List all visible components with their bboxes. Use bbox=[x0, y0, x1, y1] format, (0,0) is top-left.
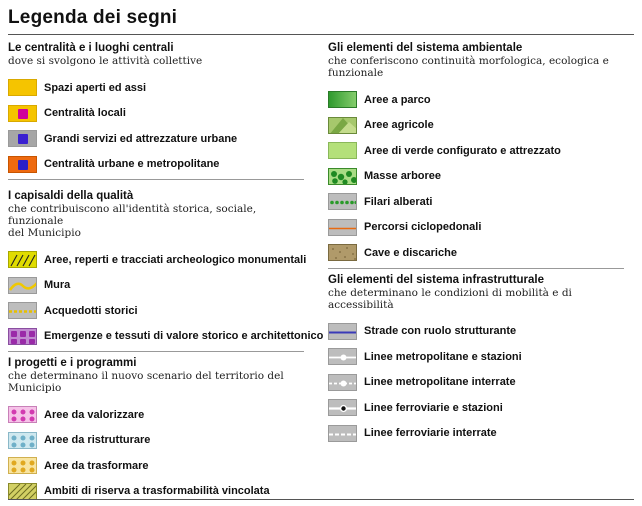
section-divider bbox=[328, 268, 624, 269]
aqueduct-swatch-icon bbox=[8, 302, 37, 319]
legend-item bbox=[8, 126, 304, 152]
grey-center-swatch-icon bbox=[8, 130, 37, 147]
legend-item-label: Ambiti di riserva a trasformabilità vincolata bbox=[44, 485, 270, 498]
section-divider bbox=[8, 351, 304, 352]
section-title: Le centralità e i luoghi centrali bbox=[8, 42, 174, 54]
legend-item bbox=[8, 453, 304, 479]
blue-areas-swatch-icon bbox=[8, 432, 37, 449]
tree-row-swatch-icon bbox=[328, 193, 357, 210]
legend-item bbox=[328, 421, 624, 447]
legend-item bbox=[8, 479, 304, 505]
legend-section-infrastructure bbox=[328, 274, 624, 447]
metro-underground-swatch-icon bbox=[328, 374, 357, 391]
legend-item-label: Aree da ristrutturare bbox=[44, 434, 151, 447]
agricultural-swatch-icon bbox=[328, 117, 357, 134]
railway-underground-swatch-icon bbox=[328, 425, 357, 442]
legend-item-label: Linee ferroviarie interrate bbox=[364, 427, 497, 440]
legend-item bbox=[8, 402, 304, 428]
legend-item bbox=[328, 189, 624, 215]
legend-item-label: Emergenze e tessuti di valore storico e architettonico bbox=[44, 330, 324, 343]
legend-section-centralities bbox=[8, 42, 304, 180]
legend-item-label: Percorsi ciclopedonali bbox=[364, 221, 482, 234]
legend-item bbox=[328, 344, 624, 370]
park-swatch-icon bbox=[328, 91, 357, 108]
legend-item bbox=[8, 273, 304, 299]
legend-item-label: Mura bbox=[44, 279, 71, 292]
section-title: I progetti e i programmi bbox=[8, 357, 137, 369]
section-subtitle: che contribuiscono all'identità storica, sociale, funzionale bbox=[8, 203, 257, 227]
bottom-divider bbox=[8, 499, 634, 500]
tree-mass-swatch-icon bbox=[328, 168, 357, 185]
page-title: Legenda dei segni bbox=[8, 7, 178, 28]
legend-item-label: Acquedotti storici bbox=[44, 304, 138, 317]
yellow-center-swatch-icon bbox=[8, 105, 37, 122]
pink-areas-swatch-icon bbox=[8, 406, 37, 423]
section-title: Gli elementi del sistema ambientale bbox=[328, 42, 523, 54]
legend-item bbox=[8, 247, 307, 273]
walls-swatch-icon bbox=[8, 277, 37, 294]
railway-swatch-icon bbox=[328, 399, 357, 416]
legend-item bbox=[8, 152, 304, 178]
legend-column-right bbox=[328, 42, 624, 446]
section-subtitle: che determinano le condizioni di mobilità e di accessibilità bbox=[328, 286, 572, 311]
archaeology-swatch-icon bbox=[8, 251, 37, 268]
road-swatch-icon bbox=[328, 323, 357, 340]
legend-item bbox=[328, 164, 624, 190]
legend-item bbox=[8, 428, 304, 454]
legend-item bbox=[328, 138, 624, 164]
yellow-areas-swatch-icon bbox=[8, 457, 37, 474]
orange-center-swatch-icon bbox=[8, 156, 37, 173]
bike-path-swatch-icon bbox=[328, 219, 357, 236]
legend-item-label: Linee ferroviarie e stazioni bbox=[364, 401, 503, 414]
metro-swatch-icon bbox=[328, 348, 357, 365]
legend-item-label: Aree da valorizzare bbox=[44, 408, 145, 421]
legend-item-label: Masse arboree bbox=[364, 170, 442, 183]
legend-section-environment bbox=[328, 42, 624, 269]
legend-item-label: Filari alberati bbox=[364, 195, 433, 208]
legend-item bbox=[8, 298, 304, 324]
legend-item-label: Aree agricole bbox=[364, 119, 434, 132]
legend-section-quality bbox=[8, 190, 324, 352]
legend-item bbox=[328, 395, 624, 421]
legend-item-label: Centralità locali bbox=[44, 107, 126, 120]
quarry-swatch-icon bbox=[328, 244, 357, 261]
legend-item bbox=[328, 240, 624, 266]
legend-item-label: Aree a parco bbox=[364, 93, 431, 106]
legend-item bbox=[328, 215, 624, 241]
section-divider bbox=[8, 179, 304, 180]
legend-item-label: Linee metropolitane e stazioni bbox=[364, 350, 522, 363]
section-subtitle: che conferiscono continuità morfologica, ecologica e funzionale bbox=[328, 55, 609, 79]
legend-item-label: Strade con ruolo strutturante bbox=[364, 325, 517, 338]
legend-item-label: Grandi servizi ed attrezzature urbane bbox=[44, 132, 238, 145]
legend-item bbox=[8, 75, 304, 101]
section-title: Gli elementi del sistema infrastrutturale bbox=[328, 273, 545, 286]
section-subtitle: del Municipio bbox=[8, 227, 81, 239]
green-space-swatch-icon bbox=[328, 142, 357, 159]
legend-column-left bbox=[8, 42, 324, 504]
historic-fabric-swatch-icon bbox=[8, 328, 37, 345]
legend-item bbox=[8, 101, 304, 127]
legend-item-label: Spazi aperti ed assi bbox=[44, 81, 147, 94]
section-subtitle: che determinano il nuovo scenario del territorio del Municipio bbox=[8, 370, 284, 394]
legend-item bbox=[328, 370, 624, 396]
legend-section-projects bbox=[8, 357, 304, 504]
title-divider bbox=[8, 34, 634, 35]
legend-item-label: Aree, reperti e tracciati archeologico monumentali bbox=[44, 253, 307, 266]
legend-item bbox=[328, 113, 624, 139]
legend-item bbox=[328, 319, 624, 345]
legend-item-label: Aree da trasformare bbox=[44, 459, 149, 472]
legend-item-label: Linee metropolitane interrate bbox=[364, 376, 516, 389]
yellow-swatch-icon bbox=[8, 79, 37, 96]
legend-item-label: Aree di verde configurato e attrezzato bbox=[364, 144, 561, 157]
section-subtitle: dove si svolgono le attività collettive bbox=[8, 55, 203, 67]
legend-item-label: Centralità urbane e metropolitane bbox=[44, 158, 220, 171]
legend-item-label: Cave e discariche bbox=[364, 246, 457, 259]
legend-item bbox=[328, 87, 624, 113]
section-title: I capisaldi della qualità bbox=[8, 190, 134, 202]
legend-item bbox=[8, 324, 324, 350]
reserve-swatch-icon bbox=[8, 483, 37, 500]
